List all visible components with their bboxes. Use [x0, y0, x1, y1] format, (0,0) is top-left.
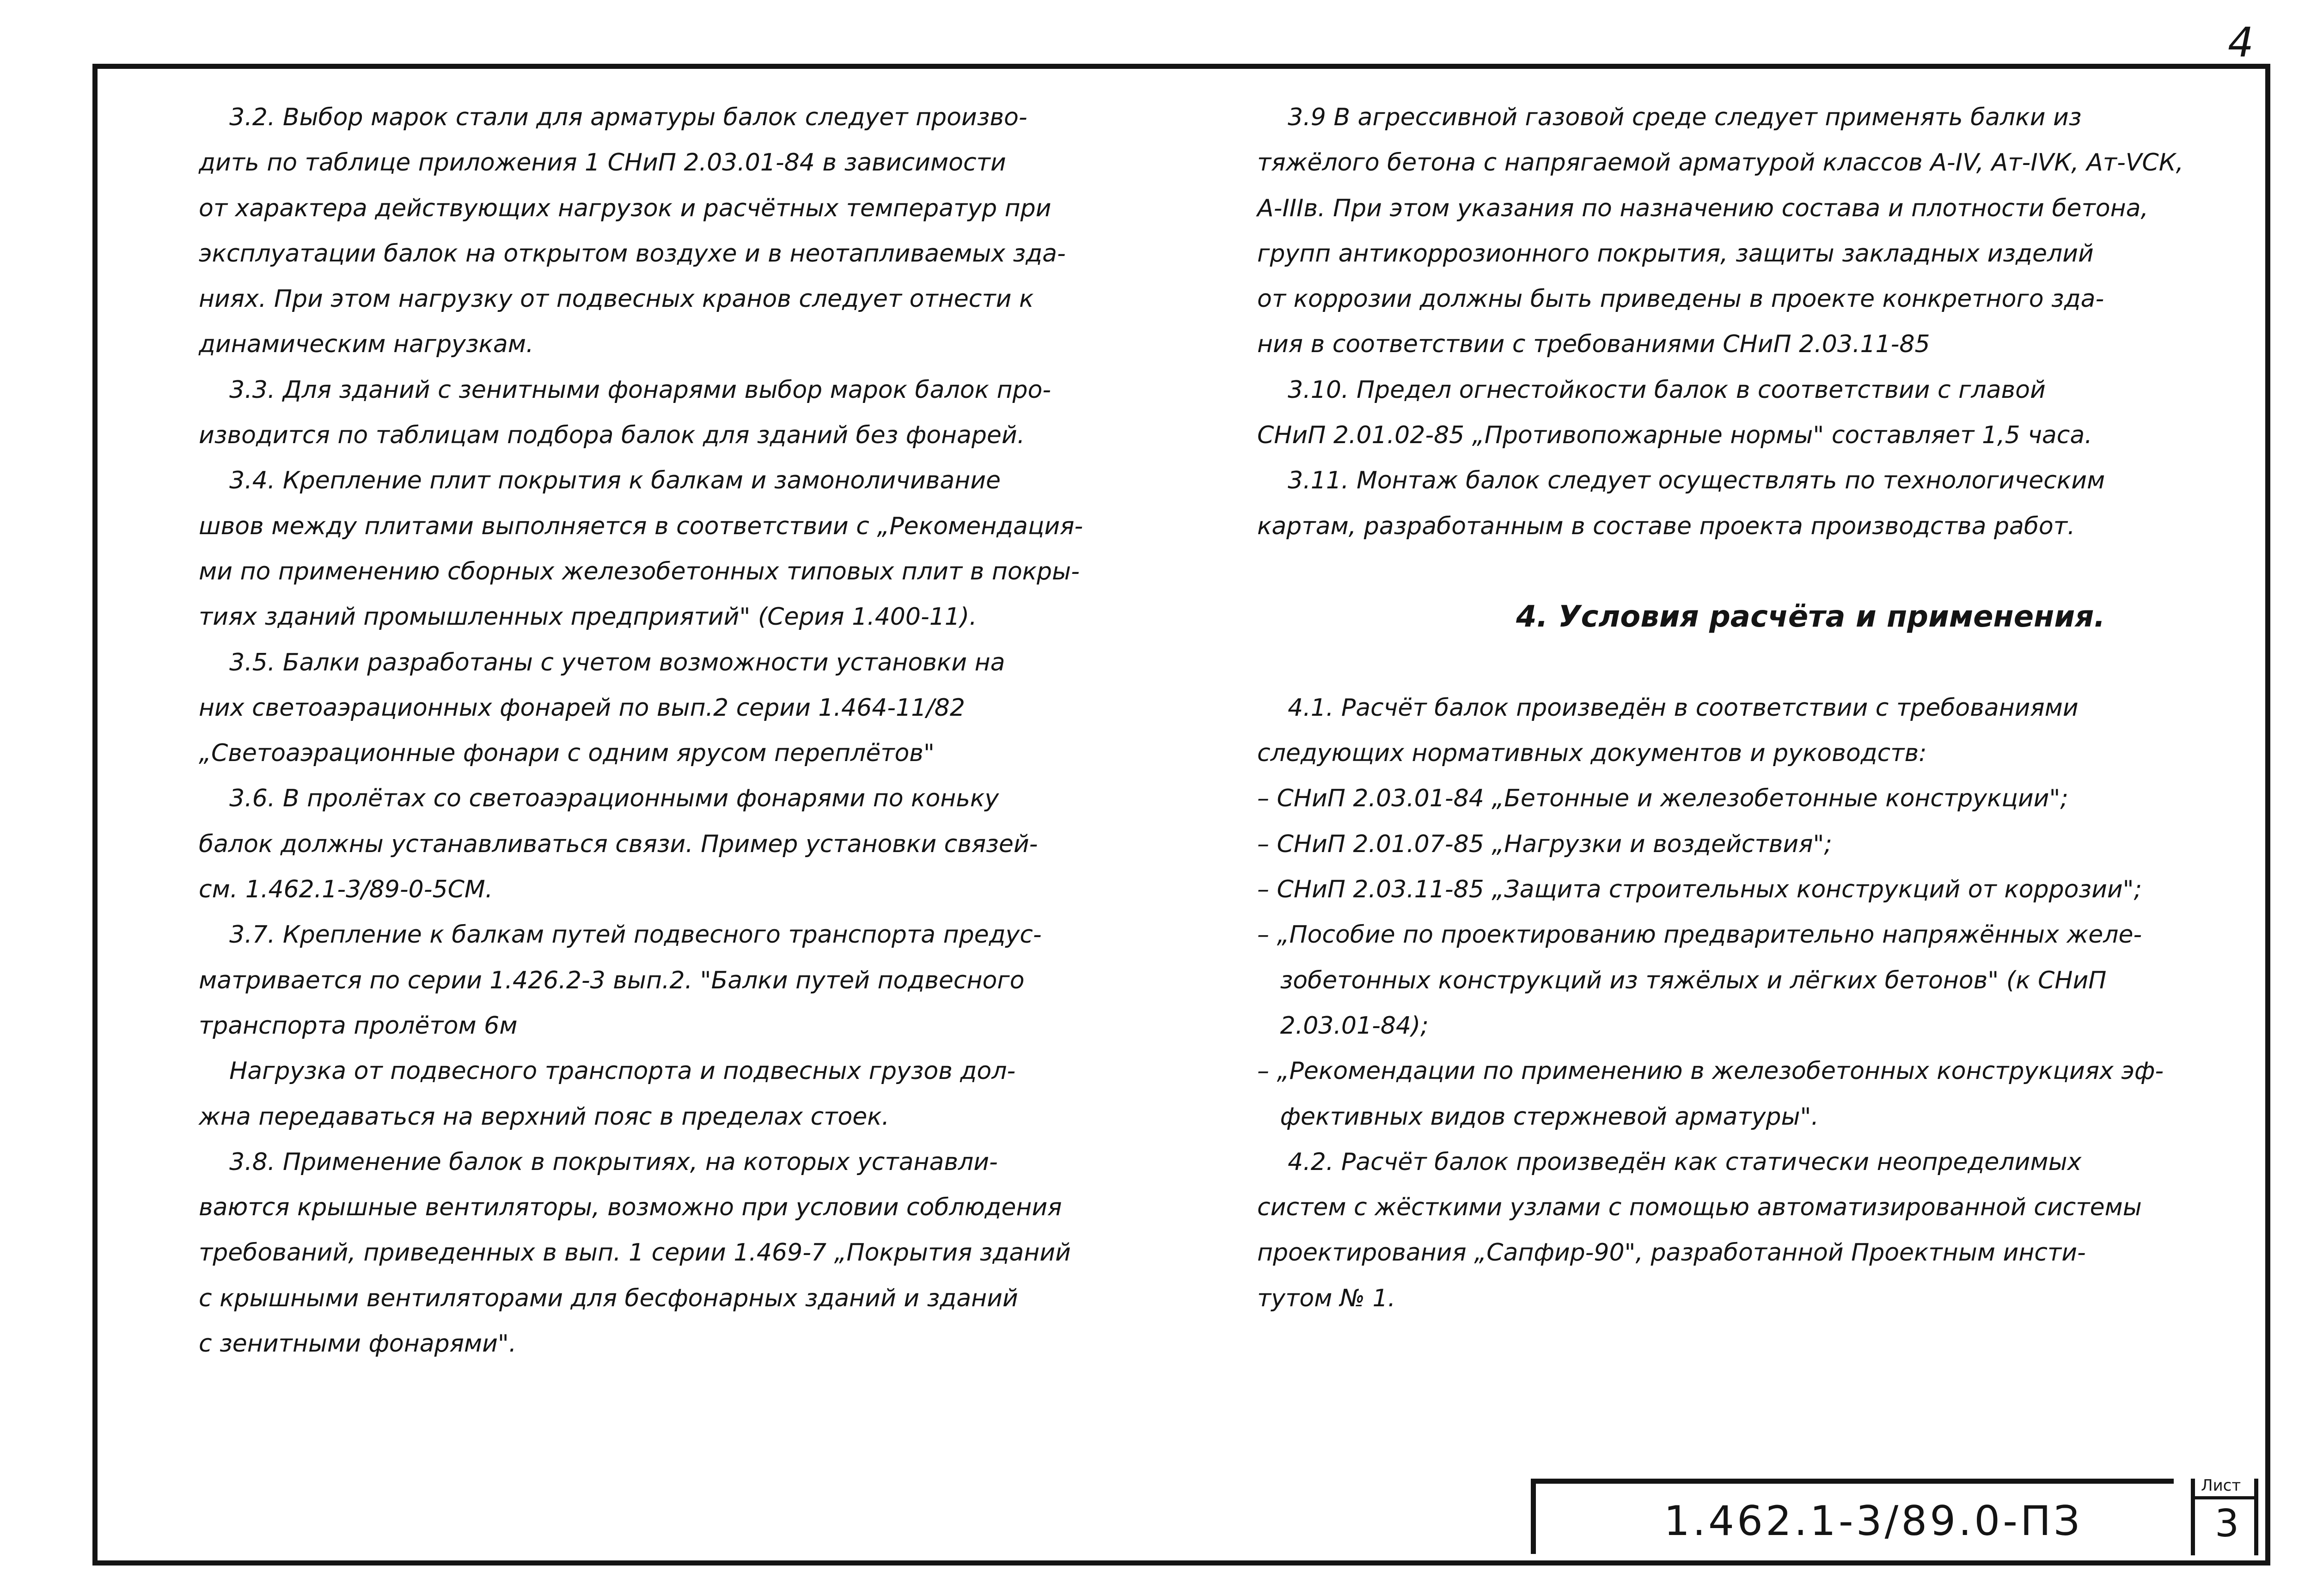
text-line: следующих нормативных документов и руководств:	[1257, 739, 1927, 768]
text-line: транспорта пролётом 6м	[199, 1011, 518, 1040]
text-line: тутом № 1.	[1257, 1284, 1396, 1312]
text-line: – „Рекомендации по применению в железобетонных конструкциях эф-	[1257, 1057, 2164, 1085]
text-line: 3.11. Монтаж балок следует осуществлять по технологическим	[1257, 467, 2105, 495]
text-line: 4.2. Расчёт балок произведён как статически неопределимых	[1257, 1148, 2082, 1176]
blank-line	[1257, 549, 2246, 594]
text-line: – СНиП 2.03.11-85 „Защита строительных конструкций от коррозии";	[1257, 876, 2142, 904]
text-line: матривается по серии 1.426.2-3 вып.2. "Балки путей подвесного	[199, 966, 1025, 994]
text-line: требований, приведенных в вып. 1 серии 1.469-7 „Покрытия зданий	[199, 1239, 1071, 1267]
text-line: балок должны устанавливаться связи. Пример установки связей-	[199, 830, 1038, 858]
text-line: фективных видов стержневой арматуры".	[1257, 1103, 1819, 1131]
text-line: А-IIIв. При этом указания по назначению состава и плотности бетона,	[1257, 194, 2149, 222]
text-line: 3.9 В агрессивной газовой среде следует применять балки из	[1257, 104, 2082, 131]
text-line: см. 1.462.1-3/89-0-5СМ.	[199, 876, 493, 904]
text-line: от коррозии должны быть приведены в проекте конкретного зда-	[1257, 285, 2104, 313]
text-line: изводится по таблицам подбора балок для зданий без фонарей.	[199, 421, 1025, 450]
text-line: 3.5. Балки разработаны с учетом возможности установки на	[199, 648, 1005, 676]
document-code: 1.462.1-3/89.0-ПЗ	[1664, 1497, 2083, 1545]
text-line: 3.6. В пролётах со светоаэрационными фонарями по коньку	[199, 785, 999, 813]
text-line: тиях зданий промышленных предприятий" (Серия 1.400-11).	[199, 603, 977, 631]
sheet-label: Лист	[2201, 1476, 2241, 1495]
text-line: – СНиП 2.03.01-84 „Бетонные и железобетонные конструкции";	[1257, 785, 2068, 813]
text-line: жна передаваться на верхний пояс в пределах стоек.	[199, 1103, 890, 1131]
text-line: динамическим нагрузкам.	[199, 330, 534, 359]
text-line: 3.7. Крепление к балкам путей подвесного транспорта предус-	[199, 921, 1042, 949]
text-line: ми по применению сборных железобетонных типовых плит в покры-	[199, 557, 1080, 585]
text-line: тяжёлого бетона с напрягаемой арматурой классов А-IV, Ат-IVК, Ат-VСК,	[1257, 149, 2184, 177]
text-line: СНиП 2.01.02-85 „Противопожарные нормы" составляет 1,5 часа.	[1257, 421, 2092, 450]
text-line: 3.3. Для зданий с зенитными фонарями выбор марок балок про-	[199, 376, 1052, 404]
text-line: зобетонных конструкций из тяжёлых и лёгких бетонов" (к СНиП	[1257, 966, 2107, 994]
page-number: 4	[2228, 18, 2254, 66]
blank-line	[1257, 640, 2246, 685]
text-line: Нагрузка от подвесного транспорта и подвесных грузов дол-	[199, 1057, 1016, 1085]
text-line: 3.10. Предел огнестойкости балок в соответствии с главой	[1257, 376, 2046, 404]
text-line: 2.03.01-84);	[1257, 1011, 1429, 1040]
text-line: 3.2. Выбор марок стали для арматуры балок следует произво-	[199, 104, 1027, 131]
text-line: с крышными вентиляторами для бесфонарных зданий и зданий	[199, 1284, 1018, 1312]
text-line: ниях. При этом нагрузку от подвесных кранов следует отнести к	[199, 285, 1034, 313]
text-line: картам, разработанным в составе проекта производства работ.	[1257, 512, 2075, 540]
text-line: от характера действующих нагрузок и расчётных температур при	[199, 194, 1052, 222]
text-line: проектирования „Сапфир-90", разработанной Проектным инсти-	[1257, 1239, 2086, 1267]
text-line: 3.4. Крепление плит покрытия к балкам и замоноличивание	[199, 467, 1001, 495]
left-text-column	[199, 95, 1206, 1366]
text-line: систем с жёсткими узлами с помощью автоматизированной системы	[1257, 1194, 2142, 1222]
text-line: ния в соответствии с требованиями СНиП 2.03.11-85	[1257, 330, 1930, 359]
text-line: 4.1. Расчёт балок произведён в соответствии с требованиями	[1257, 694, 2079, 722]
sheet-divider	[2195, 1496, 2254, 1499]
section-heading: 4. Условия расчёта и применения.	[1516, 600, 2105, 634]
text-line: них светоаэрационных фонарей по вып.2 серии 1.464-11/82	[199, 694, 965, 722]
text-line: – „Пособие по проектированию предварительно напряжённых желе-	[1257, 921, 2142, 949]
text-line: эксплуатации балок на открытом воздухе и в неотапливаемых зда-	[199, 239, 1066, 268]
text-line: 3.8. Применение балок в покрытиях, на которых устанавли-	[199, 1148, 998, 1176]
text-line: „Светоаэрационные фонари с одним ярусом переплётов"	[199, 739, 935, 768]
text-line: ваются крышные вентиляторы, возможно при условии соблюдения	[199, 1194, 1062, 1222]
text-line: с зенитными фонарями".	[199, 1330, 517, 1358]
text-line: дить по таблице приложения 1 СНиП 2.03.01-84 в зависимости	[199, 149, 1006, 177]
sheet-number: 3	[2215, 1502, 2239, 1546]
right-text-column	[1257, 95, 2246, 1321]
text-line: швов между плитами выполняется в соответствии с „Рекомендация-	[199, 512, 1083, 540]
text-line: – СНиП 2.01.07-85 „Нагрузки и воздействия";	[1257, 830, 1832, 858]
text-line: групп антикоррозионного покрытия, защиты закладных изделий	[1257, 239, 2094, 268]
